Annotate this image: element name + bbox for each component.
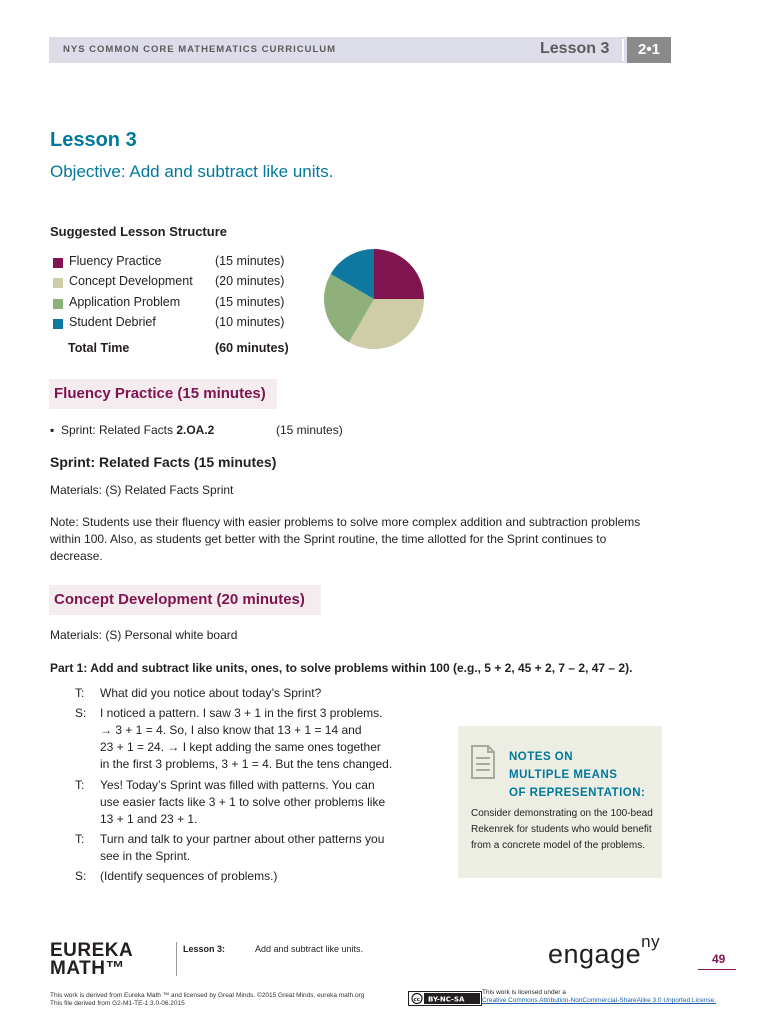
dialogue-text: Turn and talk to your partner about other patterns you xyxy=(100,832,385,846)
structure-duration: (10 minutes) xyxy=(215,315,285,329)
structure-duration: (15 minutes) xyxy=(215,295,285,309)
dialogue-text: 13 + 1 and 23 + 1. xyxy=(100,812,198,826)
page-number: 49 xyxy=(712,952,726,966)
svg-text:cc: cc xyxy=(413,997,421,1003)
credit-line: This file derived from G2-M1-TE-1.3.0-06.2015 xyxy=(50,1000,185,1007)
dialogue-text: What did you notice about today’s Sprint? xyxy=(100,686,322,700)
credit-line: This work is derived from Eureka Math ™ and licensed by Great Minds. ©2015 Great Minds. eureka math.org xyxy=(50,992,365,999)
bullet-label: Sprint: Related Facts xyxy=(60,423,177,437)
logo-line: MATH™ xyxy=(50,958,125,979)
structure-duration: (20 minutes) xyxy=(215,274,285,288)
license-text xyxy=(482,989,742,1005)
cc-license-badge xyxy=(408,991,482,1006)
lesson-structure-pie xyxy=(324,249,424,349)
concept-materials: Materials: (S) Personal white board xyxy=(50,628,238,642)
footer-divider xyxy=(176,942,177,976)
structure-label: Application Problem xyxy=(69,295,181,309)
notes-body: Consider demonstrating on the 100-bead Rekenrek for students who would benefit from a concrete model of the problems. xyxy=(471,808,653,851)
structure-row xyxy=(53,254,303,272)
structure-row xyxy=(53,274,303,292)
speaker: T: xyxy=(75,832,85,846)
structure-duration: (15 minutes) xyxy=(215,254,285,268)
eureka-math-logo xyxy=(50,942,133,978)
structure-row xyxy=(53,295,303,313)
cc-icon xyxy=(409,992,481,1005)
dialogue-text: use easier facts like 3 + 1 to solve other problems like xyxy=(100,795,386,809)
sprint-materials: Materials: (S) Related Facts Sprint xyxy=(50,483,234,497)
license-line: This work is licensed under a xyxy=(482,989,566,996)
notes-title-line: OF REPRESENTATION: xyxy=(509,787,646,799)
structure-row xyxy=(53,315,303,333)
curriculum-title: NYS COMMON CORE MATHEMATICS CURRICULUM xyxy=(63,44,337,55)
logo-sup: ny xyxy=(641,932,661,951)
dialogue-text: (Identify sequences of problems.) xyxy=(100,869,278,883)
legend-swatch xyxy=(53,258,63,268)
total-duration: (60 minutes) xyxy=(215,341,289,355)
dialogue-text: see in the Sprint. xyxy=(100,849,191,863)
dialogue-text: → 3 + 1 = 4. So, I also know that 13 + 1 = 14 and xyxy=(100,723,362,737)
speaker: S: xyxy=(75,869,87,883)
sprint-heading: Sprint: Related Facts (15 minutes) xyxy=(50,454,277,470)
fluency-heading: Fluency Practice (15 minutes) xyxy=(49,379,277,409)
lesson-title: Lesson 3 xyxy=(50,129,137,151)
speaker: T: xyxy=(75,686,85,700)
logo-line: EUREKA xyxy=(50,940,134,961)
speaker: S: xyxy=(75,706,87,720)
structure-heading: Suggested Lesson Structure xyxy=(50,224,227,239)
dialogue-text: 23 + 1 = 24. → I kept adding the same ones together xyxy=(100,740,381,754)
legend-swatch xyxy=(53,319,63,329)
notes-title xyxy=(509,748,645,802)
footer-lesson-title: Add and subtract like units. xyxy=(255,944,364,954)
total-label: Total Time xyxy=(68,341,130,355)
standard-code: 2.OA.2 xyxy=(176,423,215,437)
dialogue-text: I noticed a pattern. I saw 3 + 1 in the first 3 problems. xyxy=(100,706,383,720)
bullet-icon: ▪ xyxy=(50,423,55,437)
logo-text: engage xyxy=(548,939,642,969)
pie-slice xyxy=(374,249,424,299)
header-lesson: Lesson 3 xyxy=(540,40,610,57)
structure-label: Concept Development xyxy=(69,274,193,288)
sprint-note: Note: Students use their fluency with easier problems to solve more complex addition and subtraction problems within 100. Also, as students get better with the Sprint routine, the time allotted for the Sprint continues to decrease. xyxy=(50,515,641,563)
structure-label: Student Debrief xyxy=(69,315,156,329)
credit-text xyxy=(50,992,390,1008)
license-link[interactable]: Creative Commons Attribution-NonCommercial-ShareAlike 3.0 Unported License. xyxy=(482,997,717,1004)
notes-title-line: MULTIPLE MEANS xyxy=(509,769,618,781)
concept-heading: Concept Development (20 minutes) xyxy=(49,585,321,615)
legend-swatch xyxy=(53,278,63,288)
module-badge: 2•1 xyxy=(627,37,671,63)
engageny-logo xyxy=(548,932,661,970)
dialogue-text: in the first 3 problems, 3 + 1 = 4. But the tens changed. xyxy=(100,757,393,771)
dialogue-text: Yes! Today’s Sprint was filled with patterns. You can xyxy=(100,778,375,792)
objective: Objective: Add and subtract like units. xyxy=(50,162,334,181)
cc-badge-text: BY-NC-SA xyxy=(428,995,465,1004)
speaker: T: xyxy=(75,778,85,792)
fluency-bullet xyxy=(50,422,214,439)
part1-heading: Part 1: Add and subtract like units, ones, to solve problems within 100 (e.g., 5 + 2, 45 + 2, 7 – 2, 47 – 2). xyxy=(50,661,633,675)
bullet-duration: (15 minutes) xyxy=(276,423,343,437)
header-divider xyxy=(622,39,624,61)
page-number-rule xyxy=(698,969,736,970)
structure-label: Fluency Practice xyxy=(69,254,162,268)
notes-title-line: NOTES ON xyxy=(509,751,574,763)
notes-document-icon xyxy=(470,744,496,780)
legend-swatch xyxy=(53,299,63,309)
footer-lesson: Lesson 3: xyxy=(183,944,226,954)
